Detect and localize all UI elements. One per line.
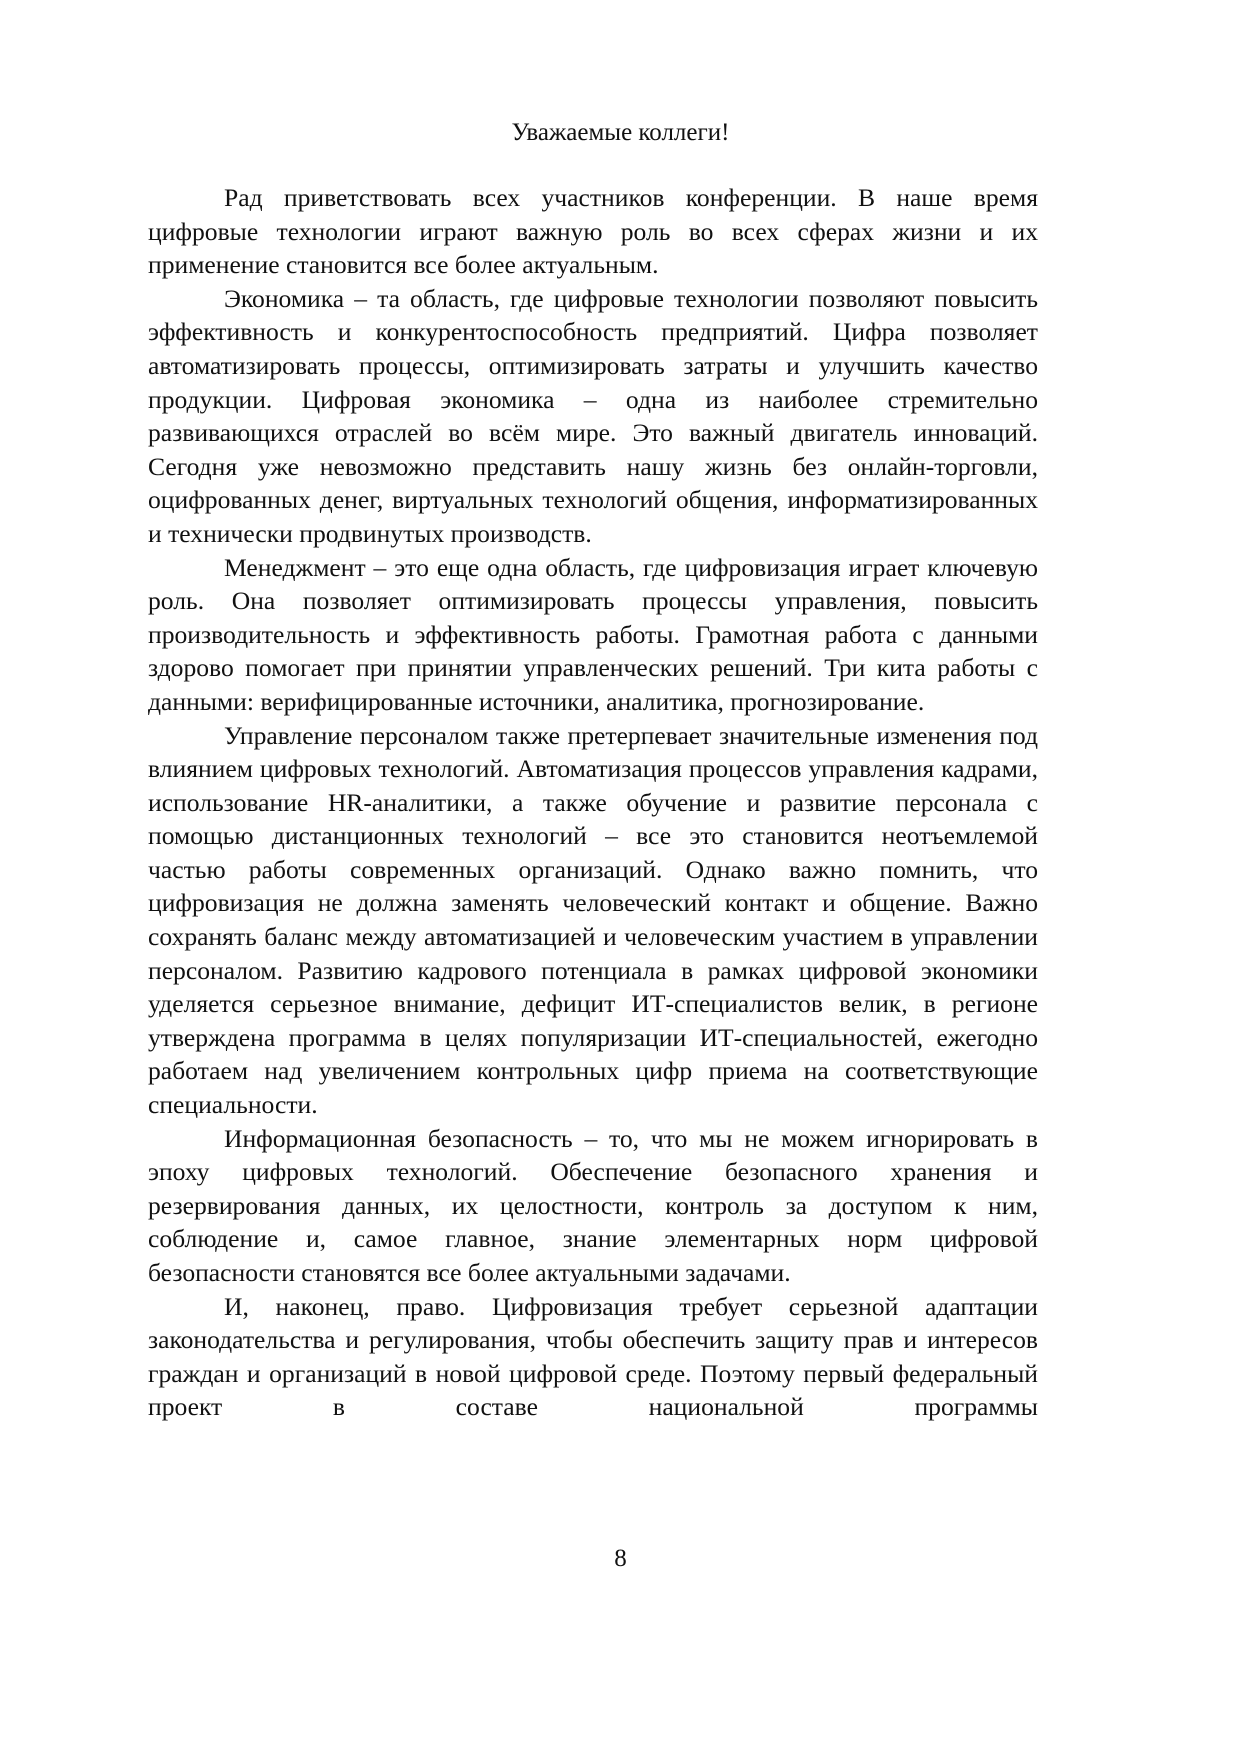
paragraph: И, наконец, право. Цифровизация требует серьезной адаптации законодательства и регулирования, чтобы обеспечить защиту прав и интересов граждан и организаций в новой цифровой среде. Поэтому первый федеральный проект в составе национальной программы [148, 1291, 1038, 1422]
paragraph: Информационная безопасность – то, что мы не можем игнорировать в эпоху цифровых технологий. Обеспечение безопасного хранения и резервирования данных, их целостности, контроль за доступом к ним, соблюдение и, самое главное, знание элементарных норм цифровой безопасности становятся все более актуальными задачами. [148, 1123, 1038, 1287]
page-heading: Уважаемые коллеги! [511, 119, 730, 146]
paragraph: Рад приветствовать всех участников конференции. В наше время цифровые технологии играют важную роль во всех сферах жизни и их применение становится все более актуальным. [148, 183, 1038, 280]
page-number: 8 [614, 1545, 627, 1572]
paragraph: Управление персоналом также претерпевает значительные изменения под влиянием цифровых технологий. Автоматизация процессов управления кадрами, использование HR-аналитики, а также обучение и развитие персонала с помощью дистанционных технологий – все это становится неотъемлемой частью работы современных организаций. Однако важно помнить, что цифровизация не должна заменять человеческий контакт и общение. Важно сохранять баланс между автоматизацией и человеческим участием в управлении персоналом. Развитию кадрового потенциала в рамках цифровой экономики уделяется серьезное внимание, дефицит ИТ-специалистов велик, в регионе утверждена программа в целях популяризации ИТ-специальностей, ежегодно работаем над увеличением контрольных цифр приема на соответствующие специальности. [148, 720, 1038, 1120]
paragraph: Менеджмент – это еще одна область, где цифровизация играет ключевую роль. Она позволяет оптимизировать процессы управления, повысить производительность и эффективность работы. Грамотная работа с данными здорово помогает при принятии управленческих решений. Три кита работы с данными: верифицированные источники, аналитика, прогнозирование. [148, 552, 1038, 716]
body-text [148, 181, 1038, 1424]
paragraph: Экономика – та область, где цифровые технологии позволяют повысить эффективность и конкурентоспособность предприятий. Цифра позволяет автоматизировать процессы, оптимизировать затраты и улучшить качество продукции. Цифровая экономика – одна из наиболее стремительно развивающихся отраслей во всём мире. Это важный двигатель инноваций. Сегодня уже невозможно представить нашу жизнь без онлайн-торговли, оцифрованных денег, виртуальных технологий общения, информатизированных и технически продвинутых производств. [148, 283, 1038, 548]
